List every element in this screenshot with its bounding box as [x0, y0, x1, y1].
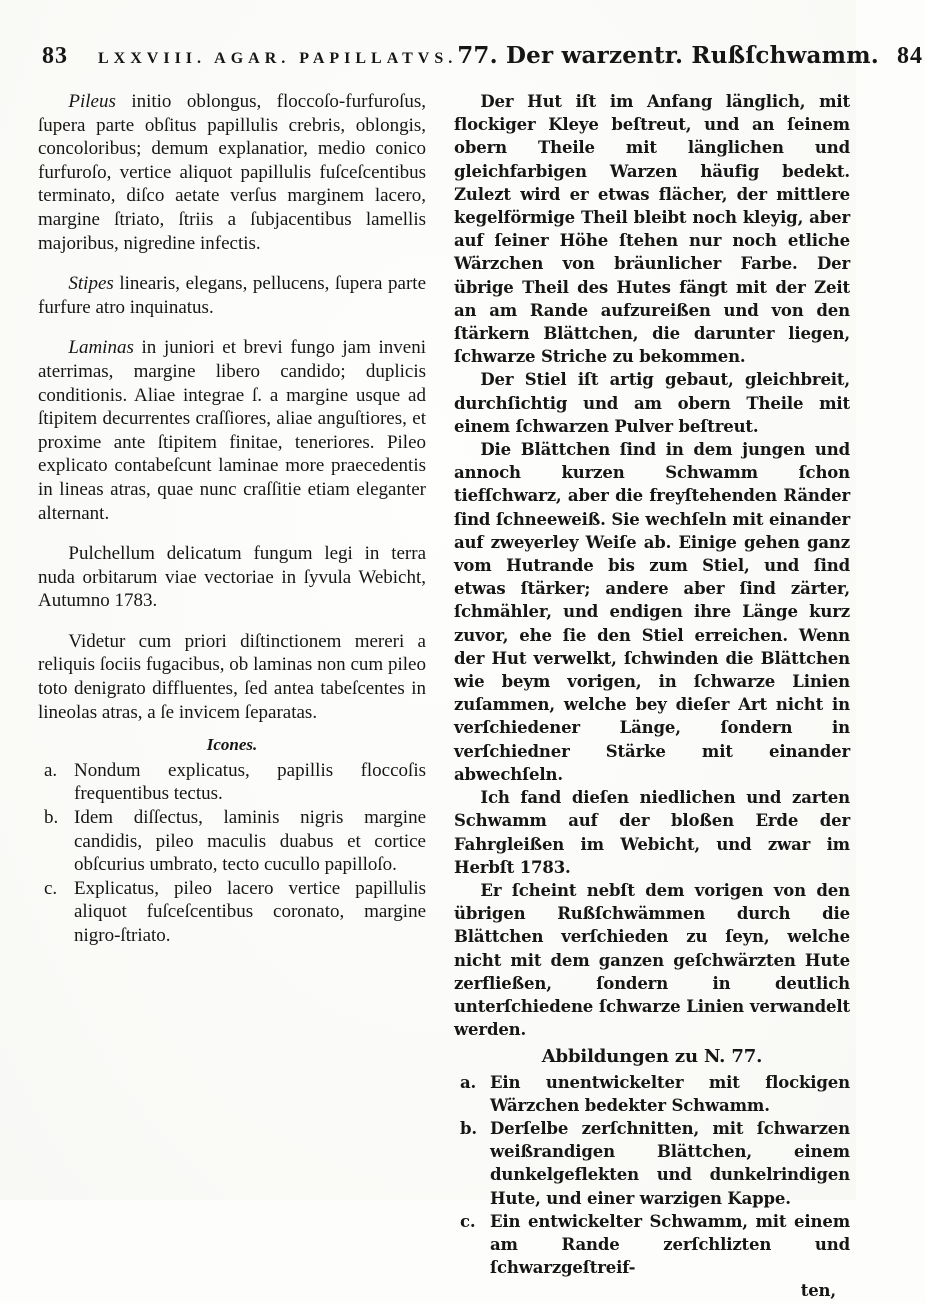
figure-label: a. — [460, 1072, 477, 1092]
page-number-right: 84 — [896, 43, 923, 69]
figure-item-a-german — [454, 1071, 850, 1117]
running-header — [38, 42, 923, 70]
two-column-body — [38, 90, 850, 1303]
german-paragraph-fundort: Ich fand dieſen niedlichen und zarten Schwamm auf der bloßen Erde der Fahrgleißen im Webicht, und zwar im Herbſt 1783. — [454, 788, 850, 877]
figure-label: c. — [44, 877, 58, 899]
latin-paragraph-text: Videtur cum priori diſtinctionem mereri a reliquis ſociis fugacibus, ob laminas non cum pileo toto denigrato diffluentes, ſed antea tabeſcentes in lineolas atras, a ſe invicem ſeparatas. — [38, 630, 426, 723]
latin-lead-word: Pileus — [68, 91, 116, 112]
latin-paragraph-text: in juniori et brevi fungo jam inveni aterrimas, margine libero candido; duplicis conditionis. Aliae integrae ſ. a margine usque ad ſtipitem decurrentes craſſiores, aliae anguſtiores, et proxime ante ſtipitem finitae, teneriores. Pileo explicato contabeſcunt laminae more praecedentis in lineas atras, quae nunc craſſitie etiam eleganter alternant. — [38, 337, 426, 524]
figure-text: Ein entwickelter Schwamm, mit einem am Rande zerſchlizten und ſchwarzgeſtreif- — [490, 1211, 850, 1278]
german-paragraph-stiel: Der Stiel iſt artig gebaut, gleichbreit, durchſichtig und am obern Theile mit einem ſchwarzen Pulver beſtreut. — [454, 370, 850, 436]
abbildungen-heading: Abbildungen zu N. 77. — [541, 1046, 763, 1068]
latin-paragraph-videtur — [38, 630, 426, 724]
figure-label: c. — [460, 1211, 476, 1231]
latin-paragraph-pileus — [38, 90, 426, 255]
figure-text: Nondum explicatus, papillis floccoſis frequentibus tectus. — [74, 759, 426, 805]
icones-heading: Icones. — [206, 735, 258, 755]
latin-column — [38, 90, 426, 1303]
catchword: ten, — [800, 1281, 836, 1301]
figure-text: Explicatus, pileo lacero vertice papillulis aliquot fuſceſcentibus coronato, margine nigro-ſtriato. — [74, 877, 426, 946]
figure-item-c-latin — [38, 877, 426, 948]
latin-paragraph-laminas — [38, 336, 426, 525]
german-paragraph-vergleich: Er ſcheint nebſt dem vorigen von den übrigen Rußſchwämmen durch die Blättchen verſchieden zu ſeyn, welche nicht mit dem ganzen geſchwärzten Hute zerfließen, ſondern in deutlich unterſchiedene ſchwarze Linien verwandelt werden. — [454, 880, 850, 1040]
latin-lead-word: Stipes — [68, 273, 114, 295]
latin-paragraph-text: linearis, elegans, pellucens, ſupera parte furfure atro inquinatus. — [38, 273, 427, 318]
running-header-right — [457, 42, 925, 70]
latin-paragraph-pulchellum — [38, 542, 426, 613]
latin-paragraph-text: initio oblongus, floccoſo-furfuroſus, ſupera parte obſitus papillulis crebris, oblongis, concoloribus; demum explanatior, medio conico furfuroſo, vertice aliquot papillulis fuſceſcentibus terminato, diſco aetate verſus marginem lacero, margine ſtriato, ſtriis a ſubjacentibus lamellis majoribus, nigredine infectis. — [38, 91, 426, 254]
german-paragraph-hut: Der Hut iſt im Anfang länglich, mit flockiger Kleye beſtreut, und an ſeinem obern Theile mit länglichen und gleichfarbigen Warzen häufig bedekt. Zulezt wird er etwas flächer, der mittlere kegelförmige Theil bleibt noch kleyig, aber auf ſeiner Höhe ſtehen nur noch etliche Wärzchen von bräunlicher Farbe. Der übrige Theil des Hutes fängt mit der Zeit an am Rande aufzureißen und von den ſtärkern Blättchen, die darunter liegen, ſchwarze Striche zu bekommen. — [454, 92, 850, 367]
figure-item-a-latin — [38, 759, 426, 806]
figure-text: Idem diſſectus, laminis nigris margine candidis, pileo maculis duabus et cortice obſcurius umbrato, tecto cucullo papilloſo. — [74, 807, 426, 876]
running-header-left — [38, 43, 457, 70]
running-title-latin: LXXVIII. AGAR. PAPILLATVS. — [98, 50, 458, 67]
page-number-left: 83 — [42, 43, 68, 69]
running-title-german: 77. Der warzentr. Rußſchwamm. — [457, 42, 879, 69]
german-paragraph-blaettchen: Die Blättchen ſind in dem jungen und annoch kurzen Schwamm ſchon tiefſchwarz, aber die freyſtehenden Ränder ſind ſchneeweiß. Sie wechſeln mit einander auf zweyerley Weiſe ab. Einige gehen ganz vom Hutrande bis zum Stiel, und ſind etwas ſtärker; andere aber ſind zärter, ſchmähler, und endigen ihre Länge kurz zuvor, ehe ſie den Stiel erreichen. Wenn der Hut verwelkt, ſchwinden die Blättchen wie beym vorigen, in ſchwarze Linien zuſammen, welche bey dieſer Art nicht in verſchiedener Länge, ſondern in verſchiedner Stärke mit einander abwechſeln. — [454, 440, 850, 784]
latin-paragraph-text: Pulchellum delicatum fungum legi in terra nuda orbitarum viae vectoriae in ſyvula Webicht, Autumno 1783. — [38, 543, 426, 612]
latin-paragraph-stipes — [38, 272, 426, 319]
figure-item-c-german — [454, 1210, 850, 1280]
figure-label: b. — [44, 807, 59, 829]
figure-label: a. — [44, 759, 58, 781]
figure-item-b-german — [454, 1117, 850, 1210]
figure-item-b-latin — [38, 806, 426, 877]
german-column — [454, 90, 850, 1303]
latin-lead-word: Laminas — [68, 337, 134, 359]
figure-text: Derſelbe zerſchnitten, mit ſchwarzen weißrandigen Blättchen, einem dunkelgeflekten und dunkelrindigen Hute, und einer warzigen Kappe. — [490, 1118, 850, 1208]
figure-text: Ein unentwickelter mit flockigen Wärzchen bedekter Schwamm. — [490, 1072, 850, 1115]
figure-label: b. — [460, 1118, 477, 1138]
